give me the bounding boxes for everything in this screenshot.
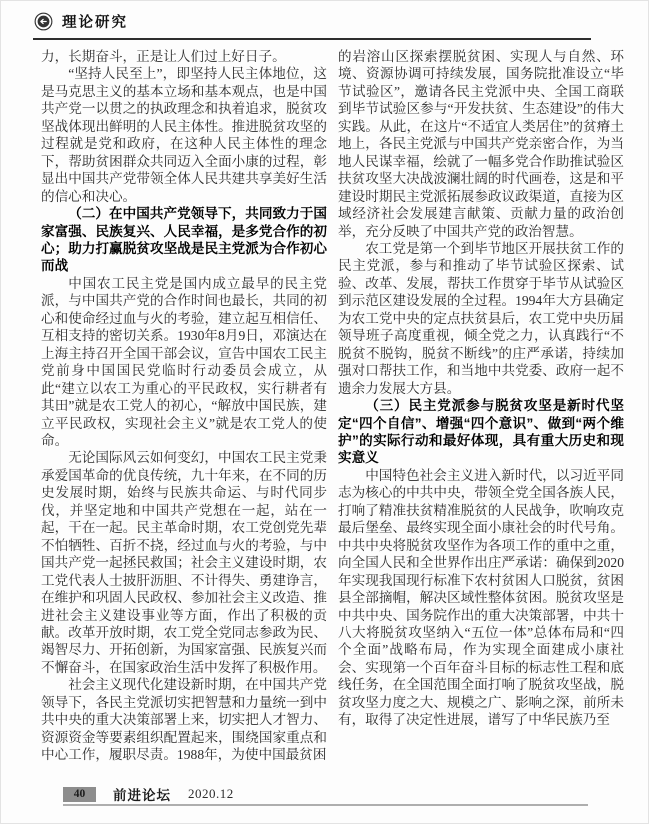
journal-title: 前进论坛 [113,788,171,803]
paragraph: 无论国际风云如何变幻，中国农工民主党秉承爱国革命的优良传统，九十年来，在不同的历史发展时期，始终与民族共命运、与时代同步伐，并坚定地和中国共产党想在一起，站在一起，干在一起。民主革命时期，农工党创党先辈不怕牺牲、百折不挠，经过血与火的考验，与中国共产党一起拯民救国；社会主义建设时期，农工党代表人士披肝沥胆、不计得失、勇建诤言，在维护和巩固人民政权、参加社会主义改造、推进社会主义建设事业等方面，作出了积极的贡献。改革开放时期，农工党全党同志参政为民、竭智尽力、开拓创新，为国家富强、民族复兴而不懈奋斗，在国家政治生活中发挥了积极作用。 [41,450,327,675]
section-title: 理论研究 [62,15,128,31]
left-column [41,48,327,788]
section-heading: （三）民主党派参与脱贫攻坚是新时代坚定“四个自信”、增强“四个意识”、做到“两个维护”的实际行动和最好体现，具有重大历史和现实意义 [338,398,624,466]
article-body [41,48,624,788]
paragraph: 社会主义现代化建设新时期，在中国共产党领导下，各民主党派切实把智慧和力量统一到中共中央的重大决策部署上来，切实把人才智力、资源资金等要素组织配置起来，围绕国家重点和中心工作，履职尽责。1988年，为使中国最贫困 [41,677,327,763]
paragraph: “坚持人民至上”，即坚持人民主体地位，这是马克思主义的基本立场和基本观点，也是中国共产党一以贯之的执政理念和执着追求，脱贫攻坚战体现出鲜明的人民主体性。推进脱贫攻坚的过程就是党和政府，在这种人民主体性的理念下，帮助贫困群众共同迈入全面小康的过程，彰显出中国共产党带领全体人民共建共享美好生活的信心和决心。 [41,66,327,204]
page-header [34,11,128,32]
page-footer [63,786,234,802]
right-column [338,48,624,788]
header-divider [33,38,591,40]
section-heading: （二）在中国共产党领导下，共同致力于国家富强、民族复兴、人民幸福，是多党合作的初心；助力打赢脱贫攻坚战是民主党派为合作初心而战 [41,206,327,274]
footer-divider [63,804,588,806]
paragraph: 农工党是第一个到毕节地区开展扶贫工作的民主党派，参与和推动了毕节试验区探索、试验、改革、发展，帮扶工作贯穿于毕节从试验区到示范区建设发展的全过程。1994年大方县确定为农工党中央的定点扶贫县后，农工党中央历届领导班子高度重视，倾全党之力，认真践行“不脱贫不脱钩，脱贫不断线”的庄严承诺，持续加强对口帮扶工作，和当地中共党委、政府一起不遗余力发展大方县。 [338,240,624,396]
paragraph: 力，长期奋斗，正是让人们过上好日子。 [41,49,286,64]
page-number: 40 [63,787,96,802]
paragraph: 的岩溶山区探索摆脱贫困、实现人与自然、环境、资源协调可持续发展，国务院批准设立“毕节试验区”，邀请各民主党派中央、全国工商联到毕节试验区参与“开发扶贫、生态建设”的伟大实践。从此，在这片“不适宜人类居住”的贫瘠土地上，各民主党派与中国共产党亲密合作，为当地人民谋幸福，绘就了一幅多党合作助推试验区扶贫攻坚大决战波澜壮阔的时代画卷，这是和平建设时期民主党派拓展参政议政渠道，直接为区域经济社会发展建言献策、贡献力量的政治创举，充分反映了中国共产党的政治智慧。 [338,49,624,239]
paragraph: 中国特色社会主义进入新时代，以习近平同志为核心的中共中央，带领全党全国各族人民，打响了精准扶贫精准脱贫的人民战争，吹响攻克最后堡垒、最终实现全面小康社会的时代号角。中共中央将脱贫攻坚作为各项工作的重中之重，向全国人民和全世界作出庄严承诺：确保到2020年实现我国现行标准下农村贫困人口脱贫，贫困县全部摘帽，解决区域性整体贫困。脱贫攻坚是中共中央、国务院作出的重大决策部署，中共十八大将脱贫攻坚纳入“五位一体”总体布局和“四个全面”战略布局，作为实现全面建成小康社会、实现第一个百年奋斗目标的标志性工程和底线任务，在全国范围全面打响了脱贫攻坚战，脱贫攻坚力度之大、规模之广、影响之深，前所未有，取得了决定性进展，谱写了中华民族乃至 [338,467,624,728]
issue-number: 2020.12 [188,786,234,801]
circle-arrow-icon [34,12,53,31]
paragraph: 中国农工民主党是国内成立最早的民主党派，与中国共产党的合作时间也最长，共同的初心和使命经过血与火的考验，建立起互相信任、互相支持的密切关系。1930年8月9日，邓演达在上海主持召开全国干部会议，宣告中国农工民主党前身中国国民党临时行动委员会成立，从此“建立以农工为重心的平民政权，实行耕者有其田”就是农工党人的初心，“解放中国民族，建立平民政权，实现社会主义”就是农工党人的使命。 [41,275,327,448]
